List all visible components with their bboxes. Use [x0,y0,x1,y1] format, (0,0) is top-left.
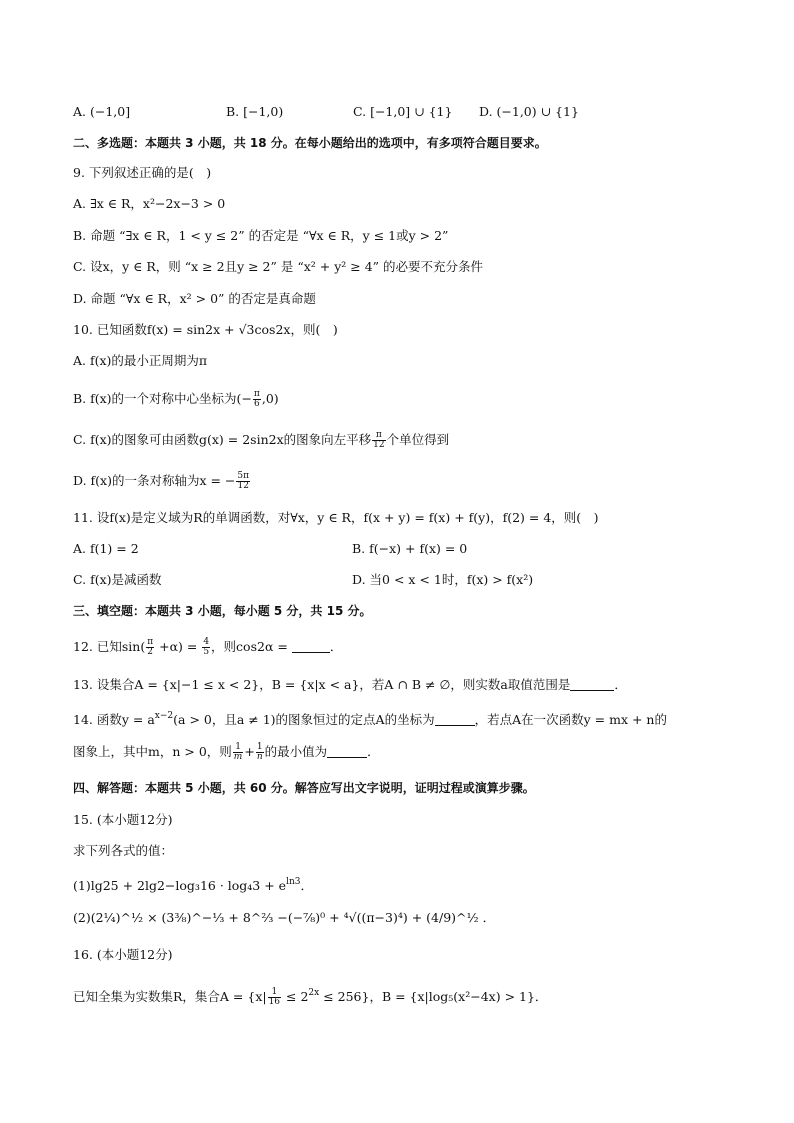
answer-blank[interactable] [327,745,367,758]
answer-blank[interactable] [570,678,614,691]
q15-part1: $(1)\lg 25 + 2\lg 2-\log_316 \cdot \log_43 + e^{ln3}$． [73,877,314,893]
fraction-4-over-5: $\frac{4}{5}$ [203,637,210,657]
q14-line2: 图象上，其中m，n > 0，则 $\frac{1}{m}$ + $\frac{1}{n}$ 的最小值为 ． [73,742,380,762]
fraction-pi-over-2: $\frac{\pi}{2}$ [147,637,154,657]
q9-option-a: A. ∃x ∈ R，x²−2x−3 > 0 [73,196,226,211]
q11-option-a: A. f(1) = 2 [73,541,139,556]
fraction-pi-over-6: $\frac{\pi}{6}$ [253,389,260,409]
q11-option-b: B. f(−x) + f(x) = 0 [352,541,468,556]
q14-line1: 14. 函数$y = a^{x-2}(a > 0$，且a ≠ 1)的图象恒过的定点A的坐标为 ，若点A在一次函数y = mx + n的 [73,711,667,727]
answer-blank[interactable] [435,713,475,726]
q10-option-c: C. f(x)的图象可由函数g(x) = 2sin2x的图象向左平移 $\frac{\pi}{12}$ 个单位得到 [73,430,450,450]
fraction-1-over-16: $\frac{1}{16}$ [268,987,281,1007]
q9-option-c: C. 设x，y ∈ R，则 “x ≥ 2且y ≥ 2” 是 “x² + y² ≥ 4” 的必要不充分条件 [73,259,484,274]
q9-option-b: B. 命题 “∃x ∈ R，1 < y ≤ 2” 的否定是 “∀x ∈ R，y ≤ 1或y > 2” [73,228,449,243]
q9-option-d: D. 命题 “∀x ∈ R，x² > 0” 的否定是真命题 [73,291,316,306]
fraction-1-over-n: $\frac{1}{n}$ [256,742,263,762]
sqrt-3: √3 [238,322,255,337]
fraction-5pi-over-12: $\frac{5\pi}{12}$ [237,471,250,491]
option-c: C. [−1,0] ∪ {1} [353,104,453,119]
fraction-pi-over-12: $\frac{\pi}{12}$ [373,430,385,450]
q15-header: 15. (本小题12分) [73,812,173,827]
q11-option-c: C. f(x)是减函数 [73,572,162,587]
q13: 13. 设集合A = {x|−1 ≤ x < 2}，B = {x|x < a}，若A ∩ B ≠ ∅，则实数a取值范围是 ． [73,677,627,692]
option-a: A. (−1,0] [73,104,131,119]
q12: 12. 已知sin( $\frac{\pi}{2}$ +α) = $\frac{4}{5}$ ，则cos2α = ． [73,637,343,657]
q16-header: 16. (本小题12分) [73,947,173,962]
q16-text: 已知全集为实数集R，集合A = {x| $\frac{1}{16}$ ≤ $2^{2x} \le 256$}，B = {x|log₅(x²−4x) > 1}． [73,987,548,1007]
q10-option-d: D. f(x)的一条对称轴为x = − $\frac{5\pi}{12}$ [73,471,250,491]
q15-part2: (2)(2¼)^½ × (3⅜)^−⅓ + 8^⅔ −(−⅞)⁰ + ⁴√((π−3)⁴) + (4/9)^½ ． [73,910,496,925]
section-heading-fill-in: 三、填空题：本题共 3 小题，每小题 5 分，共 15 分。 [73,604,372,618]
q11-option-d: D. 当0 < x < 1时，f(x) > f(x²) [352,572,534,587]
option-d: D. (−1,0) ∪ {1} [479,104,579,119]
q10-stem: 10. 已知函数f(x) = sin2x + √3cos2x，则( ) [73,322,338,337]
q15-prompt: 求下列各式的值： [73,843,174,858]
fraction-1-over-m: $\frac{1}{m}$ [233,742,243,762]
q10-option-a: A. f(x)的最小正周期为π [73,353,208,368]
q9-stem: 9. 下列叙述正确的是( ) [73,165,212,180]
section-heading-solutions: 四、解答题：本题共 5 小题，共 60 分。解答应写出文字说明，证明过程或演算步骤。 [73,781,535,795]
q10-option-b: B. f(x)的一个对称中心坐标为(− $\frac{\pi}{6}$ ,0) [73,389,279,409]
q11-stem: 11. 设f(x)是定义域为R的单调函数，对∀x，y ∈ R，f(x + y) = f(x) + f(y)，f(2) = 4，则( ) [73,510,599,525]
section-heading-multiple-choice: 二、多选题：本题共 3 小题，共 18 分。在每小题给出的选项中，有多项符合题目要求。 [73,136,547,150]
option-b: B. [−1,0) [226,104,284,119]
answer-blank[interactable] [292,640,330,653]
